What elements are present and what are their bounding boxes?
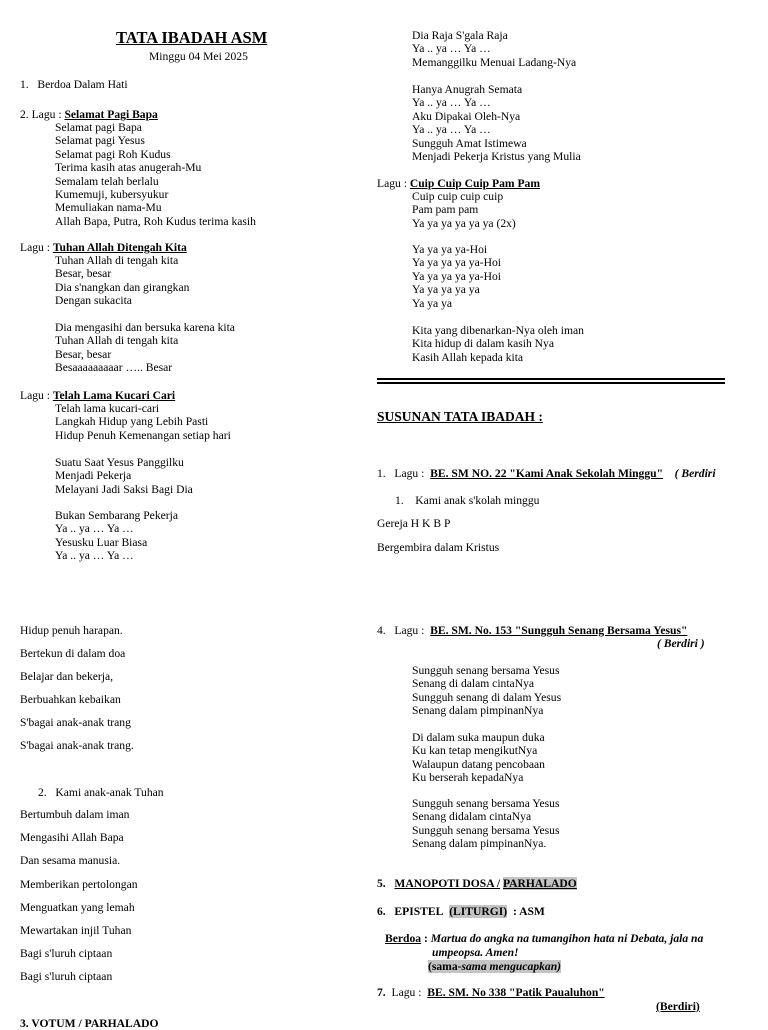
lyric-line: Besar, besar: [55, 267, 112, 281]
item-number: 6.: [377, 905, 386, 918]
lyric-line: Ya .. ya … Ya …: [412, 96, 491, 110]
item-6-heading: [377, 905, 545, 918]
lyric-line: Ya ya ya: [412, 296, 453, 310]
lyric-line: Bergembira dalam Kristus: [377, 540, 500, 554]
berdoa-note-b: sama mengucapkan): [461, 960, 562, 973]
song-4-verse-3: [412, 324, 584, 364]
song-3-verse-2: [55, 456, 193, 496]
lyric-line: Mengasihi Allah Bapa: [20, 831, 124, 845]
berdoa-note-a: (sama-: [428, 960, 462, 973]
item-label: Lagu :: [394, 624, 425, 637]
stand-note: (Berdiri): [656, 1000, 700, 1013]
berdoa-text-2: umpeopsa. Amen!: [432, 946, 519, 959]
song-sm22-verse-1-first: [395, 494, 539, 507]
lyric-line: Berbuahkan kebaikan: [20, 693, 121, 706]
lyric-line: Ku kan tetap mengikutNya: [412, 744, 538, 758]
lyric-line: Menjadi Pekerja Kristus yang Mulia: [412, 149, 581, 163]
song-4-verse-2: [412, 243, 501, 310]
lyric-line: Ya ya ya ya-Hoi: [412, 243, 488, 256]
item-number: 4.: [377, 624, 386, 637]
item-1-text: Berdoa Dalam Hati: [37, 78, 128, 91]
lyric-line: Pam pam pam: [412, 203, 479, 217]
lyric-line: Bagi s'luruh ciptaan: [20, 947, 113, 961]
lyric-line: Dengan sukacita: [55, 294, 132, 308]
lyric-line: Telah lama kucari-cari: [55, 402, 160, 415]
item-number: 7.: [377, 986, 386, 999]
song-3-prefix: Lagu :: [20, 389, 50, 402]
berdoa-label: Berdoa: [385, 932, 422, 945]
item-5-text: MANOPOTI DOSA /: [394, 877, 501, 890]
lyric-line: Belajar dan bekerja,: [20, 670, 114, 683]
lyric-line: Semalam telah berlalu: [55, 174, 159, 188]
lyric-line: Ya .. ya … Ya …: [412, 42, 491, 56]
lyric-line: Bukan Sembarang Pekerja: [55, 509, 178, 522]
lyric-line: Dan sesama manusia.: [20, 854, 121, 868]
song-1-lyrics: [55, 121, 256, 228]
verse-number: 1.: [395, 494, 404, 507]
lyric-line: Ya .. ya … Ya …: [412, 123, 491, 137]
lyric-line: Selamat pagi Roh Kudus: [55, 147, 171, 161]
lyric-line: Hidup penuh harapan.: [20, 624, 123, 637]
lyric-line: Bertekun di dalam doa: [20, 647, 126, 660]
item-6-text: EPISTEL: [394, 905, 444, 918]
lyric-line: Senang dalam pimpinanNya.: [412, 837, 547, 851]
lyric-line: S'bagai anak-anak trang.: [20, 739, 134, 752]
lyric-line: Sungguh senang bersama Yesus: [412, 823, 560, 837]
lyric-line: Kami anak-anak Tuhan: [55, 786, 164, 799]
lyric-line: Kita hidup di dalam kasih Nya: [412, 337, 554, 351]
song-sm153-title: BE. SM. No. 153 "Sungguh Senang Bersama Yesus": [430, 624, 688, 637]
lyric-line: Allah Bapa, Putra, Roh Kudus terima kasih: [55, 214, 256, 228]
stand-note: ( Berdiri: [674, 467, 716, 480]
susunan-item-1: [377, 467, 716, 480]
lyric-line: Dia s'nangkan dan girangkan: [55, 280, 190, 294]
item-label: Lagu :: [391, 986, 422, 999]
song-4-prefix: Lagu :: [377, 177, 407, 190]
song-sm22-lines-b: [20, 808, 138, 994]
song-4-heading: [377, 177, 540, 190]
lyric-line: Kasih Allah kepada kita: [412, 350, 524, 364]
susunan-heading: SUSUNAN TATA IBADAH :: [377, 409, 543, 424]
song-sm338-title: BE. SM. No 338 "Patik Paualuhon": [427, 986, 605, 999]
lyric-line: Tuhan Allah di tengah kita: [55, 254, 179, 267]
song-2-title: Tuhan Allah Ditengah Kita: [52, 241, 187, 254]
lyric-line: Gereja H K B P: [377, 517, 451, 530]
service-date: Minggu 04 Mei 2025: [149, 50, 248, 63]
lyric-line: S'bagai anak-anak trang: [20, 716, 131, 729]
lyric-line: Langkah Hidup yang Lebih Pasti: [55, 415, 209, 429]
song-2-verse-2: [55, 321, 235, 375]
song-2-verse-1: [55, 254, 189, 308]
lyric-line: Dia mengasihi dan bersuka karena kita: [55, 321, 235, 334]
lyric-line: Ya ya ya ya ya-Hoi: [412, 269, 501, 283]
item-number: 5.: [377, 877, 386, 890]
lyric-line: Memuliakan nama-Mu: [55, 201, 162, 215]
lyric-line: Besar, besar: [55, 347, 112, 361]
lyric-line: Cuip cuip cuip cuip: [412, 190, 504, 203]
lyric-line: Kita yang dibenarkan-Nya oleh iman: [412, 324, 584, 337]
page-title: TATA IBADAH ASM: [116, 28, 268, 47]
lyric-line: Selamat pagi Bapa: [55, 121, 142, 134]
item-1: [20, 78, 128, 91]
lyric-line: Hidup Penuh Kemenangan setiap hari: [55, 428, 231, 442]
lyric-line: Memberikan pertolongan: [20, 877, 138, 891]
song-sm153-verse-3: [412, 797, 560, 851]
song-sm153-verse-2: [412, 731, 545, 785]
lyric-line: Senang di dalam cintaNya: [412, 677, 535, 691]
song-sm153-verse-1: [412, 664, 561, 718]
lyric-line: Ya ya ya ya ya: [412, 283, 480, 297]
item-6-highlight: (LITURGI): [449, 905, 508, 918]
item-number: 1.: [377, 467, 386, 480]
lyric-line: Bertumbuh dalam iman: [20, 808, 130, 821]
item-6-rest: : ASM: [512, 905, 545, 918]
song-3-title: Telah Lama Kucari Cari: [52, 389, 176, 402]
lyric-line: Ya .. ya … Ya …: [55, 549, 134, 563]
song-sm22-title: BE. SM NO. 22 "Kami Anak Sekolah Minggu": [430, 467, 664, 480]
berdoa-note: [428, 960, 561, 973]
lyric-line: Melayani Jadi Saksi Bagi Dia: [55, 482, 193, 496]
item-3-votum: 3. VOTUM / PARHALADO: [20, 1017, 159, 1030]
song-3-verse-3: [55, 509, 178, 563]
lyric-line: Sungguh senang bersama Yesus: [412, 797, 560, 810]
song-4-title: Cuip Cuip Cuip Pam Pam: [409, 177, 540, 190]
item-5-highlight: PARHALADO: [502, 877, 577, 890]
lyric-line: Sungguh senang di dalam Yesus: [412, 690, 562, 704]
lyric-line: Suatu Saat Yesus Panggilku: [55, 456, 184, 469]
lyric-line: Ya ya ya ya ya ya (2x): [412, 216, 516, 230]
song-sm22-lines-a: [20, 624, 134, 762]
lyric-line: Dia Raja S'gala Raja: [412, 29, 508, 42]
lyric-line: Selamat pagi Yesus: [55, 134, 145, 148]
song-sm22-verse-2-first: [38, 786, 164, 799]
stand-note: ( Berdiri ): [657, 637, 705, 650]
lyric-line: Tuhan Allah di tengah kita: [55, 334, 179, 348]
song-2-heading: [20, 241, 187, 254]
lyric-line: Ya ya ya ya ya-Hoi: [412, 256, 501, 270]
song-2-prefix: Lagu :: [20, 241, 50, 254]
lyric-line: Di dalam suka maupun duka: [412, 731, 545, 744]
song-sm22-verse-1-rest: [377, 517, 499, 564]
section-divider: [377, 378, 725, 384]
lyric-line: Menjadi Pekerja: [55, 469, 132, 483]
berdoa-text: Martua do angka na tumangihon hata ni Debata, jala na: [430, 932, 704, 945]
song-1-prefix: 2. Lagu :: [20, 108, 62, 121]
song-1-heading: [20, 108, 158, 121]
song-4-verse-1: [412, 190, 516, 230]
lyric-line: Memanggilku Menuai Ladang-Nya: [412, 55, 577, 69]
song-3-continued-verse-1: [412, 29, 576, 69]
song-3-heading: [20, 389, 175, 402]
lyric-line: Yesusku Luar Biasa: [55, 535, 148, 549]
berdoa-block: [385, 932, 703, 945]
lyric-line: Sungguh Amat Istimewa: [412, 136, 527, 150]
lyric-line: Ku berserah kepadaNya: [412, 771, 524, 785]
berdoa-colon: :: [423, 932, 428, 945]
lyric-line: Kumemuji, kubersyukur: [55, 187, 169, 201]
lyric-line: Bagi s'luruh ciptaan: [20, 970, 113, 984]
lyric-line: Sungguh senang bersama Yesus: [412, 664, 560, 677]
lyric-line: Hanya Anugrah Semata: [412, 83, 523, 96]
item-1-number: 1.: [20, 78, 29, 91]
item-5-heading: [377, 877, 577, 890]
lyric-line: Senang dalam pimpinanNya: [412, 704, 544, 718]
lyric-line: Besaaaaaaaaar ….. Besar: [55, 361, 173, 375]
item-label: Lagu :: [394, 467, 425, 480]
lyric-line: Menguatkan yang lemah: [20, 900, 135, 914]
verse-number: 2.: [38, 786, 47, 799]
lyric-line: Mewartakan injil Tuhan: [20, 923, 132, 937]
item-4-heading: [377, 624, 687, 637]
lyric-line: Terima kasih atas anugerah-Mu: [55, 161, 202, 175]
lyric-line: Kami anak s'kolah minggu: [415, 494, 540, 507]
lyric-line: Aku Dipakai Oleh-Nya: [412, 109, 521, 123]
item-7-heading: [377, 986, 605, 999]
lyric-line: Senang didalam cintaNya: [412, 810, 532, 824]
lyric-line: Walaupun datang pencobaan: [412, 757, 545, 771]
lyric-line: Ya .. ya … Ya …: [55, 522, 134, 536]
song-3-verse-1: [55, 402, 231, 442]
song-3-continued-verse-2: [412, 83, 581, 163]
song-1-title: Selamat Pagi Bapa: [64, 108, 158, 121]
